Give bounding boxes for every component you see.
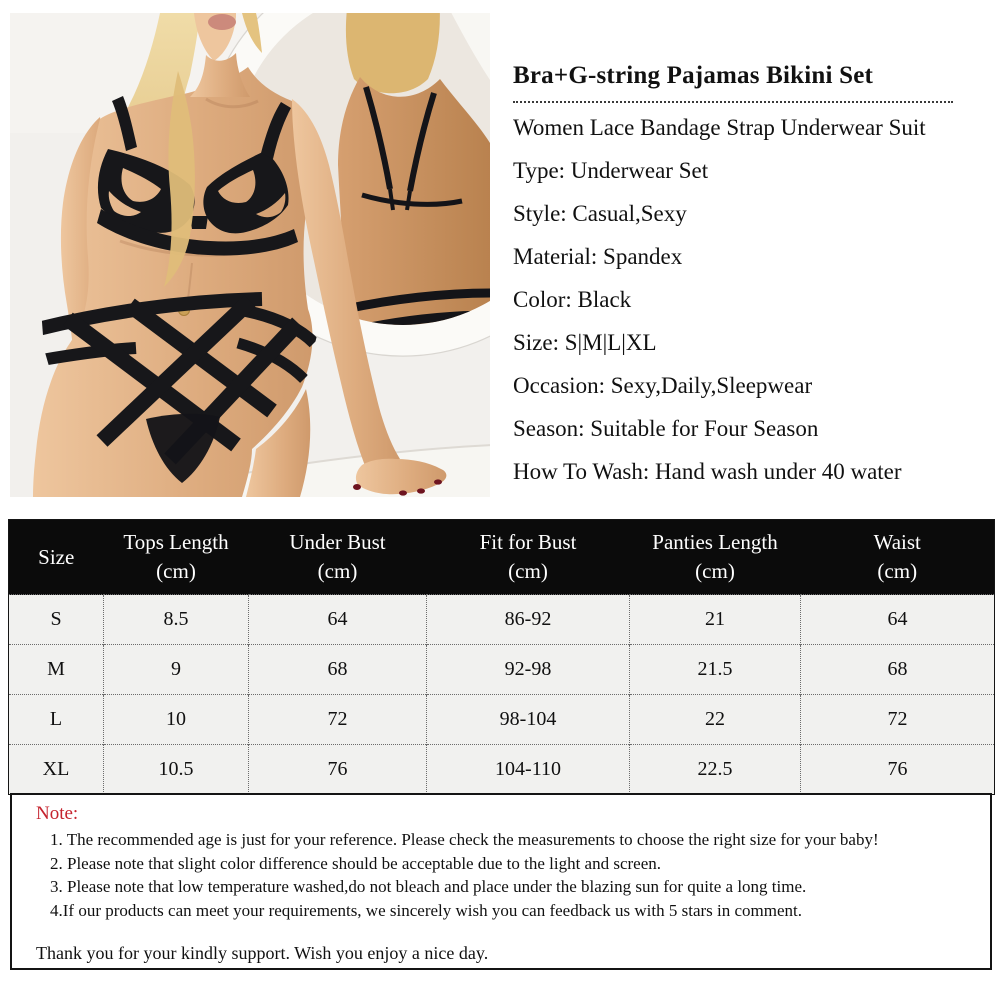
detail-season: Season: Suitable for Four Season: [513, 416, 819, 441]
cell-tops-length: 10.5: [104, 745, 249, 795]
product-photo-illustration: [10, 13, 490, 497]
cell-panties-length: 21.5: [630, 645, 801, 695]
product-subtitle: Women Lace Bandage Strap Underwear Suit: [513, 115, 926, 140]
cell-fit-for-bust: 92-98: [427, 645, 630, 695]
cell-under-bust: 68: [249, 645, 427, 695]
cell-panties-length: 21: [630, 595, 801, 645]
col-header-fit-for-bust: Fit for Bust (cm): [427, 520, 630, 595]
col-header-tops-length: Tops Length (cm): [104, 520, 249, 595]
detail-wash: How To Wash: Hand wash under 40 water: [513, 459, 902, 484]
cell-size: XL: [9, 745, 104, 795]
table-row-m: [9, 645, 995, 695]
cell-size: S: [9, 595, 104, 645]
note-item-4: 4.If our products can meet your requirements, we sincerely wish you can feedback us with 5 stars in comment.: [50, 900, 803, 920]
note-heading: Note:: [36, 803, 79, 824]
detail-style: Style: Casual,Sexy: [513, 201, 687, 226]
cell-waist: 64: [801, 595, 995, 645]
note-item-2: 2. Please note that slight color difference should be acceptable due to the light and screen.: [50, 853, 662, 873]
detail-material: Material: Spandex: [513, 244, 683, 269]
product-info: [513, 62, 995, 493]
table-row-s: [9, 595, 995, 645]
cell-size: M: [9, 645, 104, 695]
detail-size: Size: S|M|L|XL: [513, 330, 657, 355]
product-title: Bra+G-string Pajamas Bikini Set: [513, 62, 953, 103]
cell-panties-length: 22.5: [630, 745, 801, 795]
col-header-panties-length: Panties Length (cm): [630, 520, 801, 595]
note-item-1: 1. The recommended age is just for your reference. Please check the measurements to choose the right size for your baby!: [50, 830, 879, 849]
cell-fit-for-bust: 98-104: [427, 695, 630, 745]
note-box: [10, 793, 992, 970]
cell-fit-for-bust: 104-110: [427, 745, 630, 795]
cell-fit-for-bust: 86-92: [427, 595, 630, 645]
lips: [208, 14, 236, 30]
col-header-under-bust: Under Bust (cm): [249, 520, 427, 595]
col-header-waist: Waist (cm): [801, 520, 995, 595]
size-chart-header: [9, 520, 995, 595]
cell-waist: 72: [801, 695, 995, 745]
cell-under-bust: 76: [249, 745, 427, 795]
cell-under-bust: 72: [249, 695, 427, 745]
cell-waist: 76: [801, 745, 995, 795]
detail-occasion: Occasion: Sexy,Daily,Sleepwear: [513, 373, 813, 398]
detail-type: Type: Underwear Set: [513, 158, 709, 183]
cell-tops-length: 10: [104, 695, 249, 745]
note-thanks: Thank you for your kindly support. Wish you enjoy a nice day.: [36, 943, 489, 963]
size-chart-table: [8, 519, 995, 795]
table-header-row: [9, 520, 995, 595]
table-row-l: [9, 695, 995, 745]
cell-waist: 68: [801, 645, 995, 695]
cell-under-bust: 64: [249, 595, 427, 645]
cell-panties-length: 22: [630, 695, 801, 745]
table-row-xl: [9, 745, 995, 795]
cell-tops-length: 9: [104, 645, 249, 695]
product-photo: [10, 13, 490, 497]
cell-tops-length: 8.5: [104, 595, 249, 645]
col-header-size: Size: [9, 520, 104, 595]
cell-size: L: [9, 695, 104, 745]
detail-color: Color: Black: [513, 287, 632, 312]
note-item-3: 3. Please note that low temperature washed,do not bleach and place under the blazing sun for quite a long time.: [50, 877, 807, 896]
